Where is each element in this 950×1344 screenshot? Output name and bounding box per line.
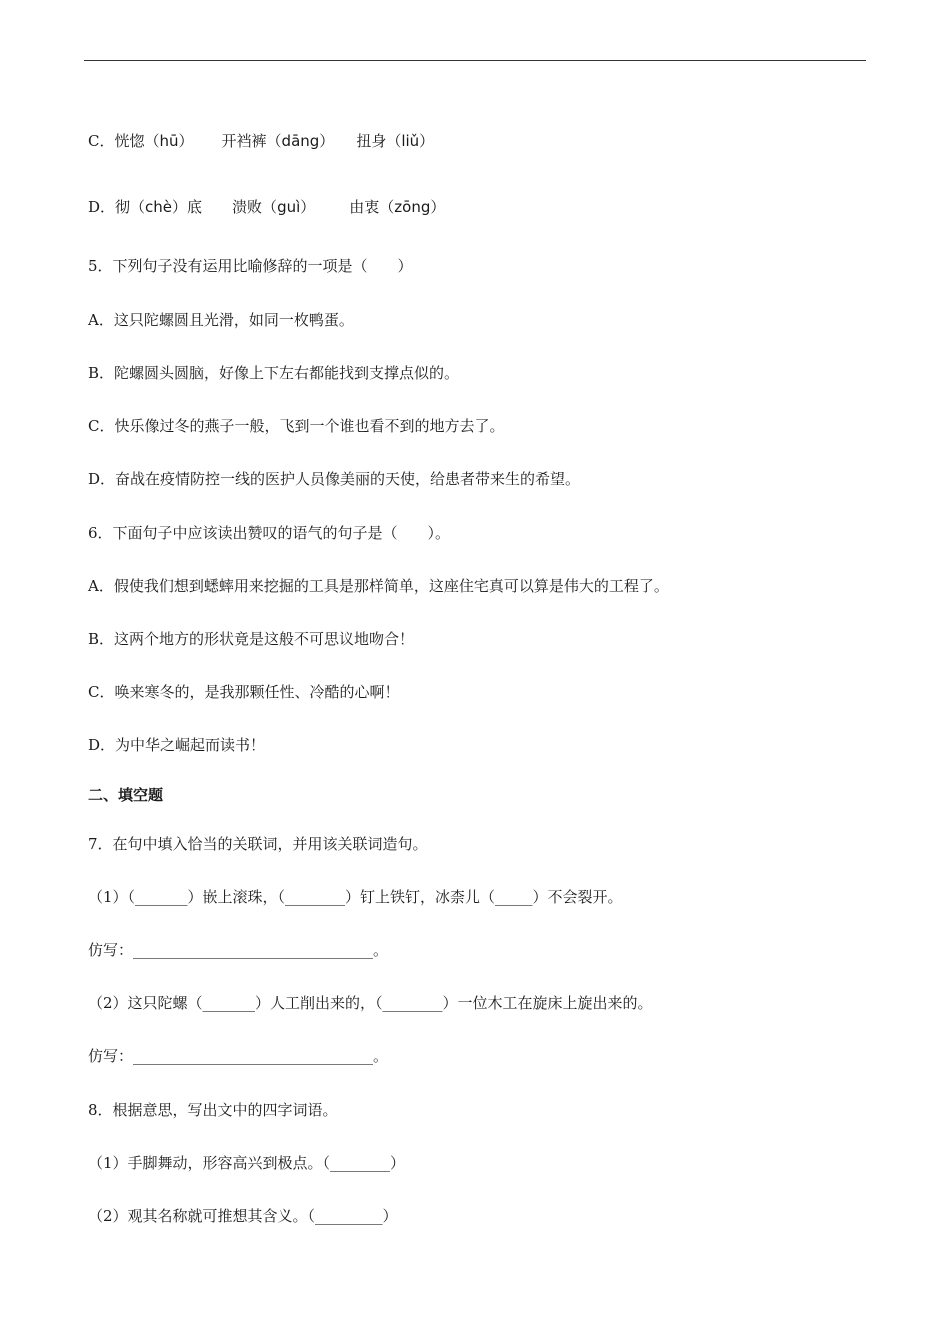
q4-option-c: C．恍惚（hū） 开裆裤（dāng） 扭身（liǔ） (88, 132, 435, 150)
q4-option-d: D．彻（chè）底 溃败（guì） 由衷（zōng） (88, 198, 446, 216)
q7-sentence-1: （1）（_______）嵌上滚珠，（________）钉上铁钉，冰柰儿（_____）不会裂开。 (88, 888, 623, 906)
pinyin: guì (277, 198, 301, 216)
option-label: C． (88, 132, 115, 150)
q5-option-a: A．这只陀螺圆且光滑，如同一枚鸭蛋。 (88, 311, 354, 329)
option-label: D． (88, 198, 116, 216)
q5-option-d: D．奋战在疫情防控一线的医护人员像美丽的天使，给患者带来生的希望。 (88, 470, 581, 488)
pinyin: chè (145, 198, 173, 216)
q6-stem: 6．下面句子中应该读出赞叹的语气的句子是（ ）。 (88, 524, 451, 542)
q6-option-d: D．为中华之崛起而读书！ (88, 736, 266, 754)
q6-option-a: A．假使我们想到蟋蟀用来挖掘的工具是那样简单，这座住宅真可以算是伟大的工程了。 (88, 577, 669, 595)
q5-option-c: C．快乐像过冬的燕子一般，飞到一个谁也看不到的地方去了。 (88, 417, 505, 435)
pinyin: liǔ (401, 132, 420, 150)
q5-option-b: B．陀螺圆头圆脑，好像上下左右都能找到支撑点似的。 (88, 364, 460, 382)
pinyin: dāng (281, 132, 320, 150)
header-rule (84, 60, 866, 61)
section-heading: 二、填空题 (88, 786, 164, 804)
q6-option-c: C．唤来寒冬的，是我那颗任性、冷酷的心啊！ (88, 683, 400, 701)
pinyin: hū (159, 132, 179, 150)
q7-sentence-2: （2）这只陀螺（_______）人工削出来的，（________）一位木工在旋床上旋出来的。 (88, 994, 653, 1012)
q7-stem: 7．在句中填入恰当的关联词，并用该关联词造句。 (88, 835, 428, 853)
q8-stem: 8．根据意思，写出文中的四字词语。 (88, 1101, 338, 1119)
q8-item-1: （1）手脚舞动，形容高兴到极点。（________） (88, 1154, 406, 1172)
q6-option-b: B．这两个地方的形状竟是这般不可思议地吻合！ (88, 630, 415, 648)
q5-stem: 5．下列句子没有运用比喻修辞的一项是（ ） (88, 257, 413, 275)
q7-imitation-2: 仿写：________________________________。 (88, 1047, 389, 1065)
pinyin: zōng (394, 198, 431, 216)
q7-imitation-1: 仿写：________________________________。 (88, 941, 389, 959)
q8-item-2: （2）观其名称就可推想其含义。（_________） (88, 1207, 398, 1225)
